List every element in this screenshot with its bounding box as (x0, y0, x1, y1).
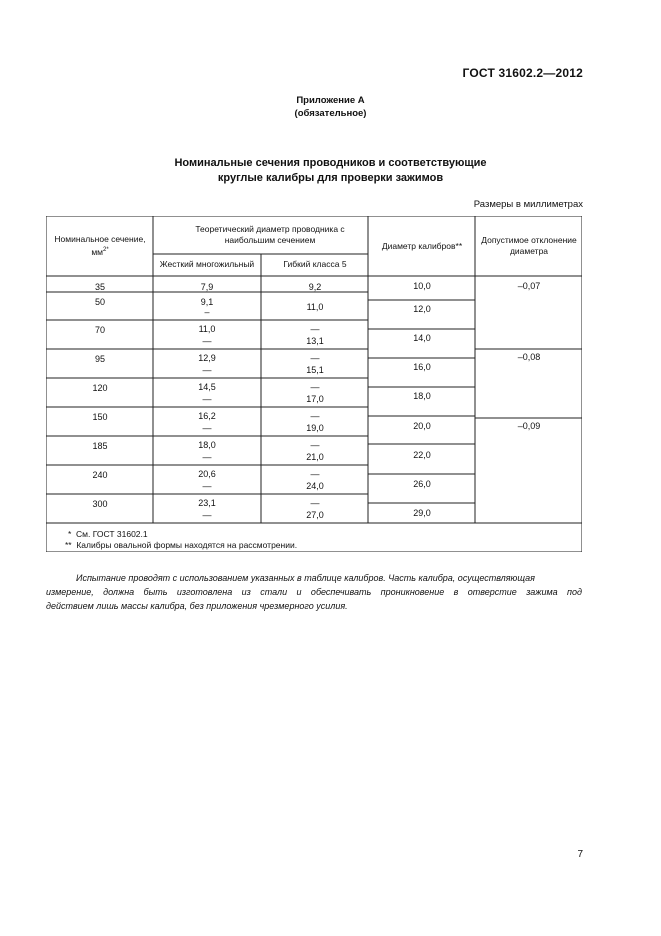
cell-rigid: 9,1 (200, 297, 214, 307)
cell-gauge: 16,0 (413, 362, 431, 372)
cell-rigid-dash: — (202, 423, 212, 433)
appendix-heading (0, 94, 661, 120)
header-flexible: Гибкий класса 5 (283, 259, 347, 269)
cell-tolerance: –0,09 (517, 421, 541, 431)
cell-gauge: 12,0 (413, 304, 431, 314)
cell-section: 150 (92, 412, 108, 422)
footnote-text: Калибры овальной формы находятся на рассмотрении. (76, 540, 298, 550)
appendix-title: Приложение А (296, 95, 365, 106)
cell-section: 35 (94, 282, 105, 292)
footnote (68, 529, 148, 539)
cell-section: 300 (92, 499, 108, 509)
footnote (65, 540, 297, 550)
cell-section: 70 (94, 325, 105, 335)
footnote-mark: ** (65, 540, 72, 550)
header-rigid: Жесткий многожильный (159, 259, 255, 269)
cell-rigid: 12,9 (198, 353, 216, 363)
cell-rigid: 11,0 (198, 324, 216, 334)
paragraph-line: измерение, должна быть изготовлена из стали и обеспечивать проникновение в отверстие зажима под (46, 587, 582, 597)
cell-rigid: 20,6 (198, 469, 216, 479)
cell-flexible: 24,0 (306, 481, 324, 491)
cell-section: 240 (92, 470, 108, 480)
cell-rigid-dash: – (204, 307, 210, 317)
document-id: ГОСТ 31602.2—2012 (462, 66, 583, 80)
cell-rigid-dash: — (202, 365, 212, 375)
cell-flexible-dash: — (310, 440, 320, 450)
cell-tolerance: –0,07 (517, 281, 541, 291)
cell-tolerance: –0,08 (517, 352, 541, 362)
table-title-line1: Номинальные сечения проводников и соответствующие (174, 157, 487, 169)
table-title-line2: круглые калибры для проверки зажимов (217, 172, 444, 184)
cell-flexible: 21,0 (306, 452, 324, 462)
cell-flexible: 19,0 (306, 423, 324, 433)
cell-gauge: 14,0 (413, 333, 431, 343)
header-theoretical-diameter: Теоретический диаметр проводника с наибольшим сечением (195, 224, 345, 245)
body-paragraph-cont (46, 585, 582, 613)
header-tolerance: Допустимое отклонение диаметра (481, 235, 577, 256)
cell-flexible-dash: — (310, 382, 320, 392)
cell-rigid: 23,1 (198, 498, 216, 508)
units-note: Размеры в миллиметрах (473, 199, 583, 210)
cell-rigid-dash: — (202, 481, 212, 491)
footnote-mark: * (68, 529, 72, 539)
cell-section: 50 (94, 297, 105, 307)
cell-gauge: 20,0 (413, 421, 431, 431)
cell-gauge: 10,0 (413, 281, 431, 291)
body-paragraph (76, 571, 582, 585)
cell-rigid-dash: — (202, 336, 212, 346)
cell-flexible-dash: — (310, 353, 320, 363)
cell-rigid: 16,2 (198, 411, 216, 421)
cell-flexible: 15,1 (306, 365, 324, 375)
cell-rigid-dash: — (202, 394, 212, 404)
header-gauge-diameter: Диаметр калибров** (381, 241, 463, 251)
appendix-status: (обязательное) (294, 108, 367, 119)
header-nominal-section (47, 234, 153, 258)
cell-rigid-dash: — (202, 452, 212, 462)
cell-flexible-dash: — (310, 498, 320, 508)
cell-flexible: 27,0 (306, 510, 324, 520)
cell-flexible: 9,2 (308, 282, 322, 292)
cell-section: 120 (92, 383, 108, 393)
table-title (0, 156, 661, 186)
cell-flexible: 13,1 (306, 336, 324, 346)
cell-gauge: 29,0 (413, 508, 431, 518)
cell-rigid: 18,0 (198, 440, 216, 450)
paragraph-line: действием лишь массы калибра, без приложения чрезмерного усилия. (46, 601, 348, 611)
cell-rigid: 14,5 (198, 382, 216, 392)
cell-gauge: 26,0 (413, 479, 431, 489)
footnote-text: См. ГОСТ 31602.1 (76, 529, 148, 539)
cell-flexible-dash: — (310, 411, 320, 421)
cell-flexible: 17,0 (306, 394, 324, 404)
cell-gauge: 22,0 (413, 450, 431, 460)
cell-rigid: 7,9 (200, 282, 214, 292)
cell-section: 95 (94, 354, 105, 364)
cell-flexible: 11,0 (306, 302, 324, 312)
cell-gauge: 18,0 (413, 391, 431, 401)
cell-flexible-dash: — (310, 324, 320, 334)
page-number: 7 (577, 849, 583, 860)
header-nominal-unit: $мм^{2*}$ (91, 246, 109, 257)
cell-flexible-dash: — (310, 469, 320, 479)
cell-section: 185 (92, 441, 108, 451)
paragraph-line: Испытание проводят с использованием указанных в таблице калибров. Часть калибра, осуществляющая (76, 573, 535, 583)
header-nominal-label: Номинальное сечение, (54, 234, 146, 244)
cell-rigid-dash: — (202, 510, 212, 520)
